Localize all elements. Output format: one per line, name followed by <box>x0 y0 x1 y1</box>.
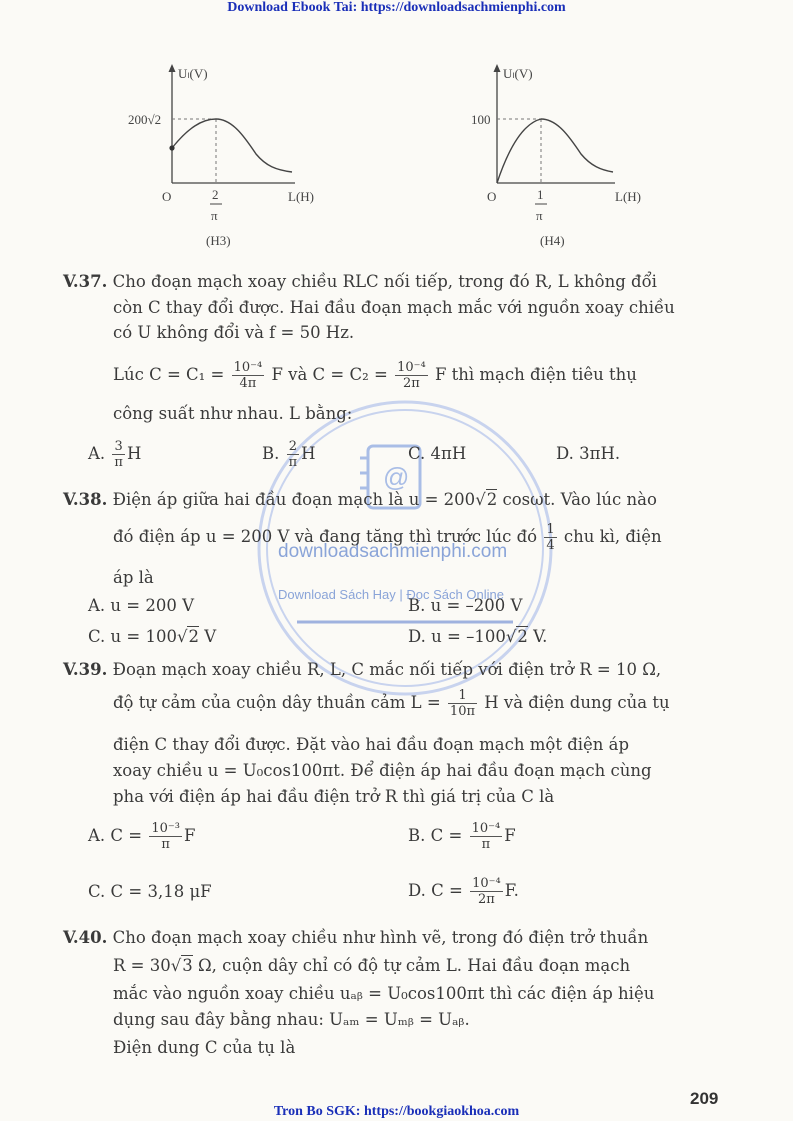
q38-option-a: A. u = 200 V <box>88 596 195 615</box>
q39-b-den: π <box>481 837 491 852</box>
q39-d-den: 2π <box>477 892 495 907</box>
q39-line1 <box>63 660 661 680</box>
q37-a-frac <box>112 439 125 470</box>
q38-number: V.38. <box>63 490 108 509</box>
q39-l2b: H và điện dung của tụ <box>484 693 670 712</box>
q39-option-c: C. C = 3,18 μF <box>88 882 212 901</box>
q40-line1 <box>63 928 648 948</box>
h3-x-tick-num: 2 <box>212 187 219 202</box>
q39-a-num: 10⁻³ <box>151 821 180 836</box>
h4-y-label: Uₗ(V) <box>503 66 533 81</box>
h3-caption: (H3) <box>206 233 231 248</box>
q37-line5: công suất như nhau. L bằng: <box>113 404 353 423</box>
q39-b-label: B. C = <box>408 826 463 845</box>
q39-d-label: D. C = <box>408 881 463 900</box>
q38-c-sqrt: 2 <box>188 627 199 646</box>
h3-x-tick-den: π <box>211 208 218 223</box>
q39-a-label: A. C = <box>88 826 143 845</box>
q37-a-unit: H <box>126 444 142 463</box>
q37-f1-den: 4π <box>239 376 257 391</box>
q39-frac <box>448 688 477 719</box>
q37-l4c: F thì mạch điện tiêu thụ <box>434 365 637 384</box>
q39-d-frac <box>470 876 503 907</box>
q40-line4: dụng sau đây bằng nhau: Uₐₘ = Uₘᵦ = Uₐᵦ. <box>113 1010 470 1029</box>
q38-l1b: cosωt. Vào lúc nào <box>502 490 657 509</box>
q37-frac-c2 <box>395 360 428 391</box>
q37-line1 <box>63 272 657 292</box>
q40-l2-sqrt: 3 <box>182 956 193 975</box>
q37-option-b <box>262 434 316 474</box>
q38-option-d: D. u = –100√2 V. <box>408 627 548 646</box>
watermark-site: downloadsachmienphi.com <box>278 541 508 562</box>
q37-b-unit: H <box>301 444 316 463</box>
q39-f-num: 1 <box>448 688 477 704</box>
q40-l2b: Ω, cuộn dây chỉ có độ tự cảm L. Hai đầu đoạn mạch <box>192 956 631 975</box>
q40-l2a: R = 30 <box>113 956 171 975</box>
q39-line4: xoay chiều u = U₀cos100πt. Để điện áp hai đầu đoạn mạch cùng <box>113 761 652 780</box>
q37-f2-num: 10⁻⁴ <box>397 360 426 375</box>
q38-l2b: chu kì, điện <box>563 527 662 546</box>
q38-l1-sqrt: 2 <box>486 490 498 509</box>
q38-c-a: C. u = 100 <box>88 627 177 646</box>
q37-text-1: Cho đoạn mạch xoay chiều RLC nối tiếp, trong đó R, L không đổi <box>112 272 657 291</box>
svg-text:@: @ <box>383 462 410 492</box>
h4-x-tick-num: 1 <box>537 187 544 202</box>
q39-f-den: 10π <box>449 704 476 719</box>
q37-b-frac <box>287 439 300 470</box>
watermark-tagline: Download Sách Hay | Đọc Sách Online <box>278 587 504 602</box>
page-number: 209 <box>690 1089 719 1108</box>
q39-a-frac <box>149 821 182 852</box>
q39-option-b <box>408 816 516 856</box>
q38-line3: áp là <box>113 568 154 587</box>
q37-frac-c1 <box>232 360 265 391</box>
q37-f2-den: 2π <box>402 376 420 391</box>
h4-caption: (H4) <box>540 233 565 248</box>
h4-x-tick-den: π <box>536 208 543 223</box>
q37-b-den: π <box>288 455 298 470</box>
q38-line2 <box>113 517 662 557</box>
q37-a-den: π <box>114 455 123 470</box>
q40-line5: Điện dung C của tụ là <box>113 1038 296 1057</box>
header-download-link[interactable]: Download Ebook Tai: https://downloadsachmienphi.com <box>227 0 566 15</box>
q38-c-b: V <box>198 627 217 646</box>
q39-d-num: 10⁻⁴ <box>472 876 501 891</box>
q39-a-den: π <box>161 837 170 852</box>
h3-y-tick: 200√2 <box>128 112 162 127</box>
q39-a-unit: F <box>183 826 196 845</box>
q37-option-a <box>88 434 141 474</box>
q39-d-unit: F. <box>504 881 519 900</box>
h4-y-tick: 100 <box>471 112 491 127</box>
q38-frac <box>544 522 556 553</box>
q38-d-a: D. u = –100 <box>408 627 506 646</box>
q39-b-num: 10⁻⁴ <box>471 821 501 836</box>
q38-option-c: C. u = 100√2 V <box>88 627 217 646</box>
q38-f-den: 4 <box>546 538 555 553</box>
q39-line5: pha với điện áp hai đầu điện trở R thì giá trị của C là <box>113 787 555 806</box>
h3-y-label: Uₗ(V) <box>178 66 208 81</box>
graph-h3 <box>120 58 340 253</box>
q38-d-b: V. <box>527 627 548 646</box>
q39-option-a <box>88 816 195 856</box>
q38-option-b: B. u = –200 V <box>408 596 523 615</box>
q37-b-num: 2 <box>287 439 300 455</box>
h3-origin: O <box>162 189 172 204</box>
h4-origin: O <box>487 189 497 204</box>
q37-a-num: 3 <box>112 439 125 455</box>
q37-line2: còn C thay đổi được. Hai đầu đoạn mạch mắc với nguồn xoay chiều <box>113 298 675 317</box>
q38-l2a: đó điện áp u = 200 V và đang tăng thì trước lúc đó <box>113 527 538 546</box>
q37-l4b: F và C = C₂ = <box>271 365 388 384</box>
h3-x-label: L(H) <box>288 189 314 204</box>
q37-l4a: Lúc C = C₁ = <box>113 365 225 384</box>
q40-line3: mắc vào nguồn xoay chiều uₐᵦ = U₀cos100πt thì các điện áp hiệu <box>113 984 655 1003</box>
q37-line3: có U không đổi và f = 50 Hz. <box>113 323 355 342</box>
q37-option-c: C. 4πH <box>408 444 467 463</box>
q39-b-unit: F <box>504 826 516 845</box>
q40-text-1: Cho đoạn mạch xoay chiều như hình vẽ, trong đó điện trở thuần <box>112 928 649 947</box>
q39-line3: điện C thay đổi được. Đặt vào hai đầu đoạn mạch một điện áp <box>113 735 630 754</box>
graph-h4 <box>445 58 665 253</box>
q37-f1-num: 10⁻⁴ <box>233 360 263 375</box>
q39-l2a: độ tự cảm của cuộn dây thuần cảm L = <box>113 693 441 712</box>
q38-l1a: Điện áp giữa hai đầu đoạn mạch là u = 200 <box>112 490 476 509</box>
q39-b-frac <box>470 821 503 852</box>
q39-option-d <box>408 871 519 911</box>
q37-a-label: A. <box>88 444 106 463</box>
q37-line4 <box>113 355 637 395</box>
q38-f-num: 1 <box>546 522 555 537</box>
q38-line1: V.38. Điện áp giữa hai đầu đoạn mạch là u = 200√2 cosωt. Vào lúc nào <box>63 490 657 509</box>
q40-line2: R = 30√3 Ω, cuộn dây chỉ có độ tự cảm L. Hai đầu đoạn mạch <box>113 956 631 975</box>
footer-sgk-link[interactable]: Tron Bo SGK: https://bookgiaokhoa.com <box>273 1104 520 1119</box>
h4-x-label: L(H) <box>615 189 641 204</box>
q37-b-label: B. <box>262 444 280 463</box>
q37-option-d: D. 3πH. <box>556 444 621 463</box>
q37-number: V.37. <box>63 272 108 291</box>
q39-text-1: Đoạn mạch xoay chiều R, L, C mắc nối tiếp với điện trở R = 10 Ω, <box>112 660 662 679</box>
q40-number: V.40. <box>63 928 108 947</box>
q39-number: V.39. <box>63 660 108 679</box>
q39-line2 <box>113 683 670 723</box>
q38-d-sqrt: 2 <box>517 627 528 646</box>
